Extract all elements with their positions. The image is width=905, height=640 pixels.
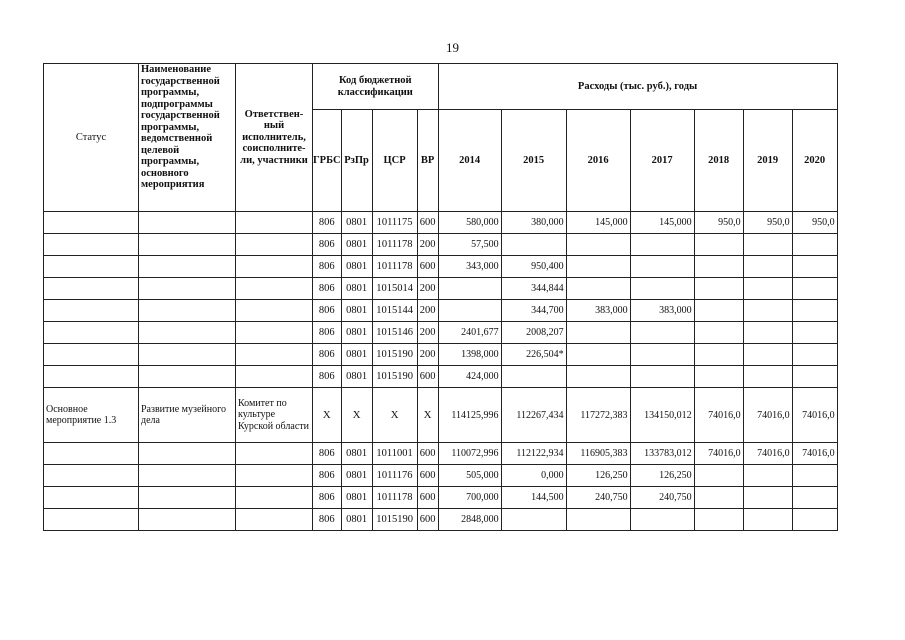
row-value-2019 bbox=[743, 465, 792, 487]
row-status bbox=[44, 465, 139, 487]
row-value-2014: 700,000 bbox=[438, 487, 501, 509]
table-row bbox=[44, 234, 838, 256]
row-rzpr: 0801 bbox=[341, 278, 372, 300]
row-value-2015: 112267,434 bbox=[501, 388, 566, 443]
table-row bbox=[44, 366, 838, 388]
header-year-2016: 2016 bbox=[566, 110, 630, 212]
row-value-2015: 344,700 bbox=[501, 300, 566, 322]
row-executor: Комитет по культуре Курской области bbox=[236, 388, 313, 443]
row-value-2018 bbox=[694, 465, 743, 487]
row-executor bbox=[236, 212, 313, 234]
row-value-2015: 226,504* bbox=[501, 344, 566, 366]
row-value-2016 bbox=[566, 366, 630, 388]
row-vr: 600 bbox=[417, 509, 438, 531]
row-rzpr: 0801 bbox=[341, 234, 372, 256]
header-status: Статус bbox=[44, 64, 139, 212]
table-row bbox=[44, 322, 838, 344]
row-value-2016: 145,000 bbox=[566, 212, 630, 234]
row-vr: 600 bbox=[417, 212, 438, 234]
row-value-2020 bbox=[792, 256, 837, 278]
row-value-2020 bbox=[792, 465, 837, 487]
row-value-2017 bbox=[630, 509, 694, 531]
row-value-2014: 580,000 bbox=[438, 212, 501, 234]
row-value-2020 bbox=[792, 366, 837, 388]
row-vr: 200 bbox=[417, 234, 438, 256]
row-csr: X bbox=[372, 388, 417, 443]
header-year-2015: 2015 bbox=[501, 110, 566, 212]
row-value-2018: 74016,0 bbox=[694, 388, 743, 443]
row-grbs: 806 bbox=[313, 487, 342, 509]
row-csr: 1015144 bbox=[372, 300, 417, 322]
header-expenses: Расходы (тыс. руб.), годы bbox=[438, 64, 837, 110]
row-value-2015 bbox=[501, 509, 566, 531]
row-vr: 600 bbox=[417, 443, 438, 465]
row-status bbox=[44, 212, 139, 234]
row-csr: 1015190 bbox=[372, 344, 417, 366]
row-status bbox=[44, 509, 139, 531]
header-executor: Ответствен-ный исполнитель, соисполните-ли, участники bbox=[236, 64, 313, 212]
row-value-2019 bbox=[743, 487, 792, 509]
row-name bbox=[139, 366, 236, 388]
row-name bbox=[139, 487, 236, 509]
row-value-2020 bbox=[792, 509, 837, 531]
row-value-2014: 424,000 bbox=[438, 366, 501, 388]
table-row bbox=[44, 278, 838, 300]
row-value-2019 bbox=[743, 322, 792, 344]
row-vr: 200 bbox=[417, 278, 438, 300]
row-executor bbox=[236, 509, 313, 531]
table-row bbox=[44, 487, 838, 509]
row-executor bbox=[236, 487, 313, 509]
table-row bbox=[44, 509, 838, 531]
row-csr: 1011176 bbox=[372, 465, 417, 487]
row-value-2017: 133783,012 bbox=[630, 443, 694, 465]
row-value-2019 bbox=[743, 300, 792, 322]
row-value-2018 bbox=[694, 278, 743, 300]
row-grbs: 806 bbox=[313, 443, 342, 465]
row-value-2015: 344,844 bbox=[501, 278, 566, 300]
row-name: Развитие музейного дела bbox=[139, 388, 236, 443]
row-value-2014: 57,500 bbox=[438, 234, 501, 256]
row-value-2017: 126,250 bbox=[630, 465, 694, 487]
row-value-2015: 144,500 bbox=[501, 487, 566, 509]
row-value-2017: 240,750 bbox=[630, 487, 694, 509]
row-value-2015 bbox=[501, 366, 566, 388]
row-vr: 600 bbox=[417, 465, 438, 487]
row-value-2020 bbox=[792, 278, 837, 300]
row-grbs: 806 bbox=[313, 465, 342, 487]
row-value-2019 bbox=[743, 256, 792, 278]
row-grbs: 806 bbox=[313, 212, 342, 234]
header-name: Наименование государственной программы, подпрограммы государственной программы, ведомственной целевой программы, основного мероприятия bbox=[139, 64, 236, 212]
header-grbs: ГРБС bbox=[313, 110, 342, 212]
table-row bbox=[44, 465, 838, 487]
row-value-2019 bbox=[743, 234, 792, 256]
row-vr: 600 bbox=[417, 366, 438, 388]
row-rzpr: 0801 bbox=[341, 322, 372, 344]
row-value-2018: 950,0 bbox=[694, 212, 743, 234]
row-value-2019 bbox=[743, 278, 792, 300]
row-rzpr: 0801 bbox=[341, 344, 372, 366]
row-csr: 1015146 bbox=[372, 322, 417, 344]
header-year-2020: 2020 bbox=[792, 110, 837, 212]
row-csr: 1015014 bbox=[372, 278, 417, 300]
row-value-2019: 74016,0 bbox=[743, 443, 792, 465]
row-value-2015: 950,400 bbox=[501, 256, 566, 278]
row-name bbox=[139, 509, 236, 531]
row-value-2017 bbox=[630, 344, 694, 366]
table-row bbox=[44, 344, 838, 366]
row-grbs: X bbox=[313, 388, 342, 443]
row-value-2017: 383,000 bbox=[630, 300, 694, 322]
row-grbs: 806 bbox=[313, 234, 342, 256]
header-rzpr: РзПр bbox=[341, 110, 372, 212]
row-status bbox=[44, 344, 139, 366]
row-status bbox=[44, 443, 139, 465]
row-value-2018 bbox=[694, 509, 743, 531]
row-value-2017: 134150,012 bbox=[630, 388, 694, 443]
row-rzpr: 0801 bbox=[341, 256, 372, 278]
row-value-2019 bbox=[743, 344, 792, 366]
row-csr: 1011001 bbox=[372, 443, 417, 465]
row-value-2015 bbox=[501, 234, 566, 256]
row-value-2015: 112122,934 bbox=[501, 443, 566, 465]
row-value-2016: 383,000 bbox=[566, 300, 630, 322]
row-value-2017 bbox=[630, 278, 694, 300]
row-executor bbox=[236, 366, 313, 388]
row-value-2014: 2848,000 bbox=[438, 509, 501, 531]
row-value-2016 bbox=[566, 322, 630, 344]
row-value-2016: 126,250 bbox=[566, 465, 630, 487]
row-value-2018 bbox=[694, 234, 743, 256]
row-value-2016 bbox=[566, 234, 630, 256]
row-csr: 1011178 bbox=[372, 234, 417, 256]
row-executor bbox=[236, 344, 313, 366]
row-status bbox=[44, 234, 139, 256]
row-vr: 200 bbox=[417, 322, 438, 344]
row-status bbox=[44, 300, 139, 322]
row-value-2019: 950,0 bbox=[743, 212, 792, 234]
row-value-2016 bbox=[566, 256, 630, 278]
row-executor bbox=[236, 300, 313, 322]
row-value-2017 bbox=[630, 366, 694, 388]
row-value-2020 bbox=[792, 344, 837, 366]
row-value-2016: 117272,383 bbox=[566, 388, 630, 443]
row-name bbox=[139, 278, 236, 300]
row-csr: 1011178 bbox=[372, 256, 417, 278]
row-rzpr: 0801 bbox=[341, 443, 372, 465]
row-rzpr: 0801 bbox=[341, 366, 372, 388]
row-value-2020: 950,0 bbox=[792, 212, 837, 234]
row-name bbox=[139, 465, 236, 487]
table-row bbox=[44, 443, 838, 465]
row-value-2018 bbox=[694, 322, 743, 344]
row-executor bbox=[236, 256, 313, 278]
row-vr: X bbox=[417, 388, 438, 443]
row-name bbox=[139, 212, 236, 234]
row-executor bbox=[236, 322, 313, 344]
row-value-2019 bbox=[743, 509, 792, 531]
table-row bbox=[44, 212, 838, 234]
budget-table bbox=[43, 63, 838, 531]
header-budget-code: Код бюджетной классификации bbox=[313, 64, 439, 110]
header-csr: ЦСР bbox=[372, 110, 417, 212]
row-value-2017 bbox=[630, 322, 694, 344]
table-row bbox=[44, 388, 838, 443]
row-value-2014: 343,000 bbox=[438, 256, 501, 278]
row-value-2020: 74016,0 bbox=[792, 388, 837, 443]
table-row bbox=[44, 300, 838, 322]
row-value-2020 bbox=[792, 300, 837, 322]
row-vr: 600 bbox=[417, 487, 438, 509]
row-rzpr: 0801 bbox=[341, 212, 372, 234]
header-year-2018: 2018 bbox=[694, 110, 743, 212]
row-value-2020 bbox=[792, 234, 837, 256]
header-year-2014: 2014 bbox=[438, 110, 501, 212]
row-grbs: 806 bbox=[313, 278, 342, 300]
row-status bbox=[44, 256, 139, 278]
row-value-2019: 74016,0 bbox=[743, 388, 792, 443]
row-rzpr: 0801 bbox=[341, 509, 372, 531]
row-executor bbox=[236, 278, 313, 300]
row-value-2014: 2401,677 bbox=[438, 322, 501, 344]
row-executor bbox=[236, 234, 313, 256]
row-value-2017: 145,000 bbox=[630, 212, 694, 234]
row-value-2018 bbox=[694, 366, 743, 388]
row-value-2018 bbox=[694, 344, 743, 366]
row-csr: 1015190 bbox=[372, 509, 417, 531]
row-executor bbox=[236, 465, 313, 487]
row-value-2015: 2008,207 bbox=[501, 322, 566, 344]
row-status bbox=[44, 487, 139, 509]
row-value-2016: 116905,383 bbox=[566, 443, 630, 465]
row-value-2016 bbox=[566, 278, 630, 300]
row-value-2020 bbox=[792, 322, 837, 344]
row-value-2019 bbox=[743, 366, 792, 388]
row-value-2015: 0,000 bbox=[501, 465, 566, 487]
row-value-2017 bbox=[630, 234, 694, 256]
row-vr: 200 bbox=[417, 344, 438, 366]
row-name bbox=[139, 443, 236, 465]
table-row bbox=[44, 256, 838, 278]
row-value-2018 bbox=[694, 300, 743, 322]
row-name bbox=[139, 344, 236, 366]
row-value-2015: 380,000 bbox=[501, 212, 566, 234]
header-year-2017: 2017 bbox=[630, 110, 694, 212]
row-value-2014 bbox=[438, 278, 501, 300]
row-executor bbox=[236, 443, 313, 465]
row-status bbox=[44, 278, 139, 300]
row-value-2016: 240,750 bbox=[566, 487, 630, 509]
row-value-2014 bbox=[438, 300, 501, 322]
header-year-2019: 2019 bbox=[743, 110, 792, 212]
row-grbs: 806 bbox=[313, 366, 342, 388]
row-rzpr: 0801 bbox=[341, 465, 372, 487]
row-grbs: 806 bbox=[313, 300, 342, 322]
row-rzpr: 0801 bbox=[341, 487, 372, 509]
row-grbs: 806 bbox=[313, 509, 342, 531]
row-vr: 600 bbox=[417, 256, 438, 278]
row-value-2018 bbox=[694, 256, 743, 278]
row-name bbox=[139, 234, 236, 256]
row-name bbox=[139, 322, 236, 344]
row-name bbox=[139, 256, 236, 278]
row-vr: 200 bbox=[417, 300, 438, 322]
page-number: 19 bbox=[446, 40, 459, 55]
row-value-2014: 505,000 bbox=[438, 465, 501, 487]
row-rzpr: 0801 bbox=[341, 300, 372, 322]
row-value-2016 bbox=[566, 509, 630, 531]
row-value-2014: 114125,996 bbox=[438, 388, 501, 443]
row-value-2017 bbox=[630, 256, 694, 278]
row-value-2020 bbox=[792, 487, 837, 509]
row-value-2014: 1398,000 bbox=[438, 344, 501, 366]
row-value-2014: 110072,996 bbox=[438, 443, 501, 465]
row-grbs: 806 bbox=[313, 256, 342, 278]
row-value-2020: 74016,0 bbox=[792, 443, 837, 465]
row-value-2016 bbox=[566, 344, 630, 366]
row-name bbox=[139, 300, 236, 322]
row-csr: 1015190 bbox=[372, 366, 417, 388]
row-grbs: 806 bbox=[313, 322, 342, 344]
row-status: Основное мероприятие 1.3 bbox=[44, 388, 139, 443]
row-csr: 1011178 bbox=[372, 487, 417, 509]
row-value-2018 bbox=[694, 487, 743, 509]
row-value-2018: 74016,0 bbox=[694, 443, 743, 465]
row-grbs: 806 bbox=[313, 344, 342, 366]
row-csr: 1011175 bbox=[372, 212, 417, 234]
row-status bbox=[44, 366, 139, 388]
row-rzpr: X bbox=[341, 388, 372, 443]
header-vr: ВР bbox=[417, 110, 438, 212]
row-status bbox=[44, 322, 139, 344]
